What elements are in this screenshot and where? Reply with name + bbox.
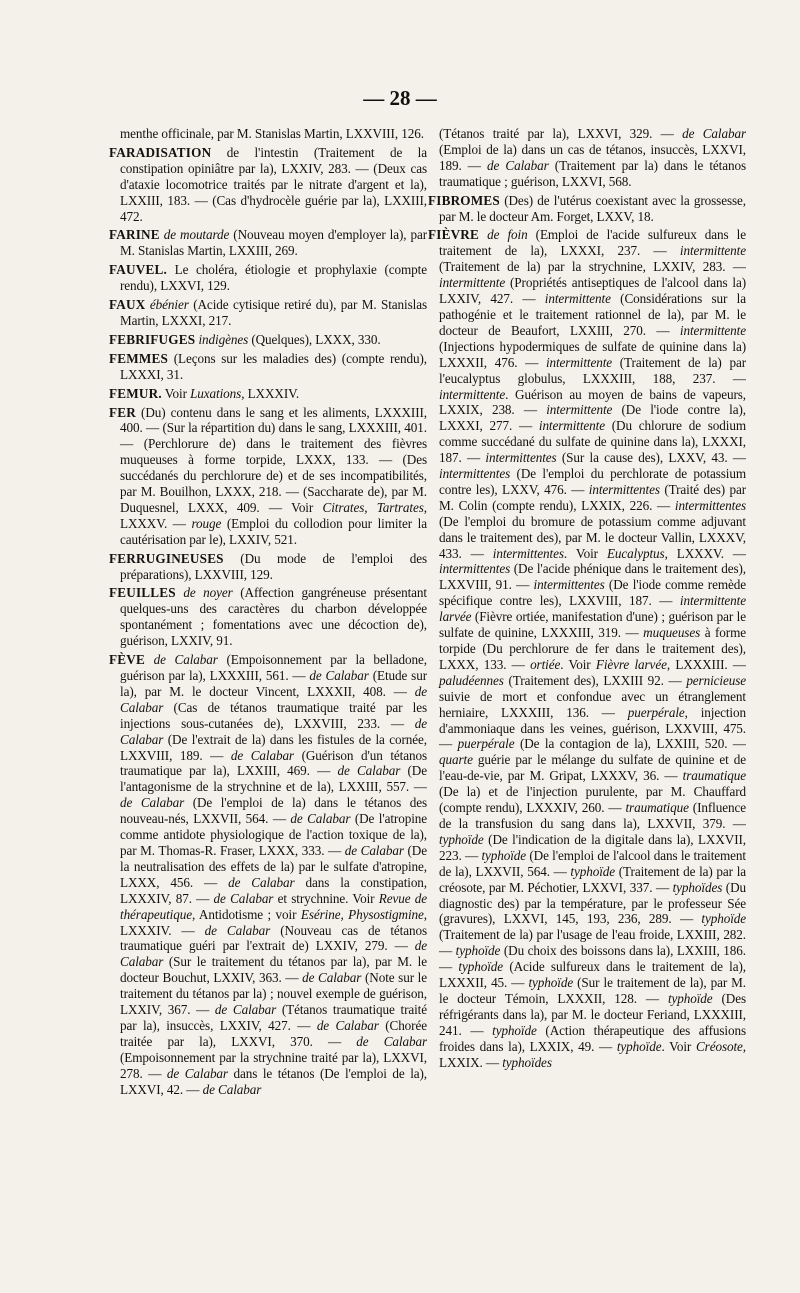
entry-text: , LXXXV. — — [120, 499, 427, 531]
left-index-column — [109, 126, 427, 1256]
right-index-column — [428, 126, 746, 1256]
italic-term: Esérine, Physostigmine — [300, 906, 424, 922]
italic-term: intermittente — [679, 243, 746, 259]
italic-term: de Calabar — [120, 795, 185, 811]
italic-term: pernicieuse — [686, 672, 746, 688]
entry-text: , LXXXIII. — — [666, 656, 746, 672]
page-number: — 28 — — [363, 86, 437, 110]
entry-text: (Quelques), LXXX, 330. — [248, 331, 381, 347]
italic-term: de Calabar — [290, 811, 351, 827]
entry-text: et strychnine. Voir — [273, 890, 379, 906]
italic-term: de Calabar — [337, 763, 401, 779]
italic-term: de Calabar — [302, 970, 362, 986]
entry-text: (Traitement de la) par la strychnine, LXXIV, 283. — — [439, 259, 746, 275]
entry-text: (Traitement de la) par l'usage de l'eau froide, LXXIII, 282. — — [439, 927, 746, 959]
entry-text: (Tétanos traité par la), LXXVI, 329. — — [439, 126, 683, 141]
italic-term: typhoïde — [616, 1038, 662, 1054]
entry-text: (Considérations sur la pathogénie et le traitement rationnel de la), par M. le docteur de Beaufort, LXXIII, 270. — — [439, 291, 746, 338]
italic-term: muqueuses — [643, 625, 701, 641]
italic-term: ébénier — [145, 297, 189, 313]
entry-text: (Chorée traitée par la), LXXVI, 370. — — [120, 1017, 427, 1049]
italic-term: Luxations — [190, 385, 242, 401]
entry-text: (Du chlorure de sodium comme succédané du sulfate de quinine dans la), LXXXI, 187. — — [439, 418, 746, 466]
entry-headword: FAUX — [109, 297, 146, 313]
entry-text: (De la contagion de la), LXXIII, 520. — — [514, 736, 746, 752]
italic-term: intermittente — [679, 322, 746, 338]
entry-text: (Des réfrigérants dans la), par M. le docteur Feriand, LXXXIII, 241. — — [439, 990, 746, 1038]
entry-text: (De l'acide phénique dans le traitement des), LXXVIII, 91. — — [439, 561, 746, 593]
entry-headword: FÈVE — [109, 652, 145, 668]
index-entry — [109, 145, 427, 225]
italic-term: typhoïde — [481, 847, 527, 863]
entry-text: dans le tétanos (De l'emploi de la), LXXVI, 42. — — [120, 1065, 427, 1097]
entry-text: (Du) contenu dans le sang et les aliments, LXXXIII, 400. — (Sur la répartition du) dans le sang, LXXXIII, 401. — (Perchlorure de) dans le traitement des fièvres muqueuses à forme torpide, LXXX, 133. — (Des succédanés du perchlorure de) et de ses incompatibilités, par M. Bouilhon, LXXX, 218. — (Saccharate de), par M. Duquesnel, LXXX, 409. — Voir — [120, 404, 427, 515]
entry-text: (De l'iode comme remède spécifique contre les), LXXVIII, 187. — — [439, 577, 746, 609]
entry-text: (Affection gangréneuse présentant quelques-uns des caractères du charbon développée spontanément ; fomentations avec une décoction de), guérison, LXXIV, 91. — [120, 585, 427, 649]
italic-term: typhoïde — [701, 911, 746, 927]
entry-text: . Voir — [560, 656, 596, 672]
italic-term: paludéennes — [439, 672, 504, 688]
entry-headword: FERRUGINEUSES — [109, 550, 224, 566]
italic-term: Revue de thérapeutique — [120, 890, 427, 922]
entry-text: (De l'emploi du perchlorate de potassium contre les), LXXV, 476. — — [439, 466, 746, 497]
index-entry — [109, 386, 427, 402]
entry-text: (Guérison d'un tétanos traumatique par la), LXXIII, 469. — — [120, 747, 427, 779]
entry-headword: FARINE — [109, 227, 160, 243]
italic-term: de Calabar — [487, 157, 549, 173]
entry-text: (Traitement de la) par l'eucalyptus globulus, LXXXIII, 188, 237. — — [439, 354, 746, 386]
index-entry — [428, 227, 746, 1070]
entry-text: (Acide sulfureux dans le traitement de la), LXXXII, 45. — — [439, 959, 746, 991]
index-entry — [109, 262, 427, 294]
entry-text: (De la) et de l'injection purulente, par M. Chauffard (compte rendu), LXXXIV, 260. — — [439, 784, 746, 816]
entry-headword: FARADISATION — [109, 144, 212, 160]
italic-term: de Calabar — [344, 842, 404, 858]
italic-term: de Calabar — [316, 1017, 379, 1033]
entry-text: (Propriétés antiseptiques de l'alcool dans la) LXXIV, 427. — — [439, 275, 746, 307]
italic-term: de Calabar — [120, 715, 427, 747]
italic-term: intermittente — [439, 386, 506, 402]
entry-headword: FEMMES — [109, 350, 169, 366]
entry-text: (Nouveau moyen d'employer la), par M. Stanislas Martin, LXXIII, 269. — [120, 227, 427, 259]
index-entry — [109, 227, 427, 259]
entry-text: , LXXIX. — — [439, 1038, 746, 1070]
entry-text: (Influence de la transfusion du sang dans la), LXXVII, 379. — — [439, 800, 746, 831]
entry-text: (Du diagnostic des) par la température, par le professeur Sée (gravures), LXXVI, 145, 193, 236, 289. — — [439, 879, 746, 927]
italic-term: intermittentes — [674, 497, 746, 513]
italic-term: typhoïde — [455, 943, 501, 959]
italic-term: intermittentes — [588, 481, 660, 497]
index-entry — [109, 652, 427, 1097]
italic-term: typhoïdes — [672, 879, 723, 895]
italic-term: quarte — [439, 752, 473, 768]
italic-term: de Calabar — [214, 1002, 277, 1018]
index-entry — [109, 551, 427, 583]
entry-text: (Empoisonnement par la belladone, guérison par la), LXXXIII, 561. — — [120, 652, 427, 683]
entry-text: dans la constipation, LXXXIV, 87. — — [120, 874, 427, 906]
italic-term: rouge — [191, 515, 222, 531]
entry-text: (Empoisonnement par la strychnine traité par la), LXXVI, 278. — — [120, 1049, 427, 1081]
italic-term: puerpérale — [457, 736, 515, 752]
entry-text: guérie par le mélange du sulfate de quinine et de l'eau-de-vie, par M. Gripat, LXXXV, 36. — — [439, 752, 746, 784]
entry-text: (Du mode de l'emploi des préparations), LXXVIII, 129. — [120, 550, 427, 582]
entry-headword: FAUVEL. — [109, 262, 167, 278]
entry-text: (De l'antagonisme de la strychnine et de la), LXXIII, 557. — — [120, 763, 427, 795]
entry-text: (Nouveau cas de tétanos traumatique guéri par l'extrait de) LXXIV, 279. — — [120, 922, 427, 954]
italic-term: puerpérale — [627, 704, 685, 720]
entry-text: (De l'emploi de l'alcool dans le traitement de la), LXXVII, 564. — — [439, 847, 746, 879]
italic-term: de Calabar — [682, 126, 746, 141]
italic-term: de Calabar — [166, 1065, 228, 1081]
italic-term: typhoïde — [439, 831, 484, 847]
entry-headword: FEMUR. — [109, 385, 162, 401]
italic-term: intermittentes — [533, 577, 605, 593]
italic-term: indigènes — [195, 331, 249, 347]
italic-term: de Calabar — [120, 938, 427, 970]
entry-text: (Emploi de l'acide sulfureux dans le traitement de la), LXXXI, 237. — — [439, 227, 746, 259]
italic-term: de Calabar — [144, 652, 218, 668]
entry-text: Voir — [161, 385, 191, 401]
entry-text: (Tétanos traumatique traité par la), insuccès, LXXIV, 427. — — [120, 1002, 427, 1033]
index-entry — [109, 405, 427, 548]
index-entry — [109, 332, 427, 348]
entry-text: (Note sur le traitement du tétanos par la) ; nouvel exemple de guérison, LXXIV, 367. — — [120, 970, 427, 1018]
italic-term: typhoïde — [528, 975, 574, 991]
entry-text: (Acide cytisique retiré du), par M. Stanislas Martin, LXXXI, 217. — [120, 297, 427, 328]
entry-headword: FIBROMES — [428, 192, 500, 208]
entry-text: (De l'indication de la digitale dans la), LXXVII, 223. — — [439, 831, 746, 863]
entry-text: (De la neutralisation des effets de la) par le sulfate d'atropine, LXXX, 456. — — [120, 842, 427, 890]
entry-text: (Sur le traitement du tétanos par la), par M. le docteur Bouchut, LXXIV, 363. — — [120, 954, 427, 986]
italic-term: intermittente — [546, 402, 613, 418]
entry-text: (Leçons sur les maladies des) (compte rendu), LXXXI, 31. — [120, 350, 427, 382]
entry-text: (Des) de l'utérus coexistant avec la grossesse, par M. le docteur Am. Forget, LXXV, 18. — [439, 192, 746, 224]
index-entry — [109, 585, 427, 649]
entry-text: (Traitement par la) dans le tétanos traumatique ; guérison, LXXVI, 568. — [439, 157, 746, 189]
entry-headword: FER — [109, 404, 136, 420]
italic-term: intermittente — [538, 418, 605, 434]
entry-text: . Voir — [661, 1038, 696, 1054]
italic-term: de Calabar — [204, 922, 271, 938]
entry-text: (Traitement des), LXXIII 92. — — [503, 672, 687, 688]
entry-headword: FEUILLES — [109, 585, 176, 601]
italic-term: intermittentes — [492, 545, 564, 561]
index-entry — [109, 297, 427, 329]
italic-term: typhoïde — [492, 1022, 537, 1038]
italic-term: de Calabar — [213, 890, 274, 906]
italic-term: traumatique — [682, 768, 746, 784]
entry-text: (Emploi de la) dans un cas de tétanos, insuccès, LXXVI, 189. — — [439, 141, 746, 173]
italic-term: de moutarde — [159, 227, 230, 243]
entry-headword: FIÈVRE — [428, 227, 480, 243]
index-entry-continuation — [428, 126, 746, 190]
entry-text: Le choléra, étiologie et prophylaxie (compte rendu), LXXVI, 129. — [120, 262, 427, 294]
entry-text: menthe officinale, par M. Stanislas Martin, LXXVIII, 126. — [120, 126, 424, 141]
italic-term: intermittentes — [439, 561, 511, 577]
italic-term: de Calabar — [356, 1033, 427, 1049]
entry-text: (Sur le traitement de la), par M. le docteur Témoin, LXXXII, 128. — — [439, 975, 746, 1006]
index-entry-continuation — [109, 126, 427, 142]
entry-text: (De l'emploi du bromure de potassium comme adjuvant dans le traitement des), par M. le docteur Vallin, LXXXV, 433. — — [439, 513, 746, 561]
entry-text: de l'intestin (Traitement de la constipation opiniâtre par la), LXXIV, 283. — (Deux cas d'ataxie locomotrice traités par le nitrate d'argent et la), LXXIII, 183. — (Cas d'hydrocèle guérie par la), LXXIII, 472. — [120, 144, 427, 224]
italic-term: Citrates, Tartrates — [322, 499, 424, 515]
italic-term: typhoïde — [458, 959, 504, 975]
italic-term: de foin — [479, 227, 528, 243]
entry-text: (Traité des) par M. Colin (compte rendu), LXXIX, 226. — — [439, 481, 746, 513]
entry-text: . Voir — [563, 545, 607, 561]
italic-term: de Calabar — [230, 747, 294, 763]
entry-text: , Antidotisme ; voir — [191, 906, 301, 922]
entry-text: , LXXXIV. — [241, 385, 300, 401]
entry-text: (De l'emploi de la) dans le tétanos des nouveau-nés, LXXVII, 564. — — [120, 795, 427, 827]
italic-term: intermittentes — [485, 450, 557, 466]
entry-text: , LXXXIV. — — [120, 906, 427, 938]
italic-term: typhoïdes — [502, 1054, 552, 1070]
entry-text: à forme torpide (Du perchlorure de fer dans le traitement des), LXXX, 133. — — [439, 625, 746, 672]
entry-text: , injection d'ammoniaque dans les veines, guérison, LXXVIII, 475. — — [439, 704, 746, 752]
entry-text: (Cas de tétanos traumatique traité par les injections sous-cutanées de), LXXVIII, 233. — — [120, 699, 427, 731]
entry-text: suivie de mort et confondue avec un étranglement herniaire, LXXXIII, 136. — — [439, 688, 746, 720]
italic-term: Créosote — [695, 1038, 743, 1054]
italic-term: traumatique — [625, 800, 689, 816]
entry-text: (Traitement de la) par la créosote, par M. Péchotier, LXXVI, 337. — — [439, 863, 746, 895]
italic-term: typhoïde — [570, 863, 616, 879]
entry-text: (Action thérapeutique des affusions froides dans la), LXXIX, 49. — — [439, 1022, 746, 1054]
italic-term: de Calabar — [202, 1081, 262, 1097]
italic-term: intermittentes — [439, 466, 511, 482]
entry-text: (Du choix des boissons dans la), LXXIII, 186. — — [439, 943, 746, 975]
italic-term: typhoïde — [667, 990, 713, 1006]
italic-term: intermittente — [439, 275, 506, 291]
entry-text: (De l'iode contre la), LXXXI, 277. — — [439, 402, 746, 434]
italic-term: Eucalyptus — [606, 545, 665, 561]
italic-term: Fièvre larvée — [595, 656, 667, 672]
italic-term: ortiée — [530, 656, 561, 672]
entry-text: (Fièvre ortiée, manifestation d'une) ; guérison par le sulfate de quinine, LXXXIII, 319. — — [439, 609, 746, 641]
entry-text: (De l'atropine comme antidote physiologique de l'action toxique de la), par M. Thomas-R. Fraser, LXXX, 333. — — [120, 811, 427, 858]
italic-term: intermittente — [545, 354, 613, 370]
entry-text: . Guérison au moyen de bains de vapeurs, LXXIX, 238. — — [439, 386, 746, 418]
entry-text: (De l'extrait de la) dans les fistules de la cornée, LXXVIII, 189. — — [120, 731, 427, 763]
index-entry — [109, 351, 427, 383]
entry-text: (Etude sur la), par M. le docteur Vincent, LXXXII, 408. — — [120, 668, 427, 699]
italic-term: de Calabar — [309, 668, 369, 683]
entry-headword: FEBRIFUGES — [109, 331, 196, 347]
italic-term: intermittente — [544, 291, 611, 307]
entry-text: , LXXXV. — — [664, 545, 746, 561]
entry-text: (Sur la cause des), LXXV, 43. — — [556, 450, 746, 466]
italic-term: de noyer — [175, 585, 233, 601]
italic-term: de Calabar — [120, 683, 427, 715]
index-entry — [428, 193, 746, 225]
italic-term: de Calabar — [228, 874, 295, 890]
italic-term: intermittente larvée — [439, 593, 746, 625]
entry-text: (Injections hypodermiques de sulfate de quinine dans la) LXXXII, 476. — — [439, 338, 746, 370]
entry-text: (Emploi du collodion pour limiter la cautérisation par le), LXXIV, 521. — [120, 515, 427, 547]
